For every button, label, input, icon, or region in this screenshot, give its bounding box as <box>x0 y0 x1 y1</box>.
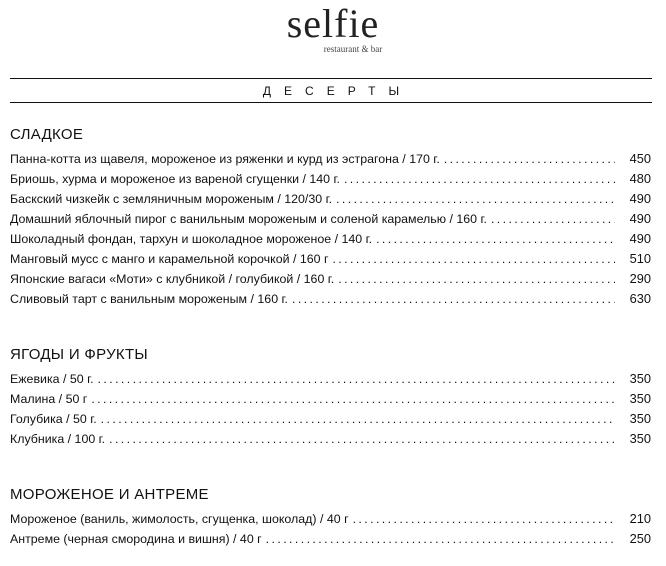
category-title: ЯГОДЫ И ФРУКТЫ <box>10 346 148 363</box>
dot-leader <box>98 369 615 389</box>
item-name: Ежевика / 50 г. <box>10 372 94 386</box>
dot-leader <box>292 289 615 309</box>
brand-tagline: restaurant & bar <box>323 44 383 54</box>
brand-logo <box>0 2 666 54</box>
item-name: Голубика / 50 г. <box>10 412 97 426</box>
dot-leader <box>266 529 615 549</box>
item-price: 630 <box>629 291 651 306</box>
menu-list <box>10 369 651 449</box>
item-price: 350 <box>629 371 651 386</box>
dot-leader <box>101 409 615 429</box>
item-name: Мороженое (ваниль, жимолость, сгущенка, шоколад) / 40 г <box>10 512 349 526</box>
section-title: ДЕСЕРТЫ <box>262 84 413 98</box>
dot-leader <box>353 509 615 529</box>
item-price: 490 <box>629 211 651 226</box>
item-name: Малина / 50 г <box>10 392 88 406</box>
menu-item <box>10 429 651 449</box>
category-title: МОРОЖЕНОЕ И АНТРЕМЕ <box>10 486 209 503</box>
item-price: 290 <box>629 271 651 286</box>
menu-item <box>10 389 651 409</box>
dot-leader <box>491 209 615 229</box>
divider-bottom <box>10 102 652 103</box>
menu-item <box>10 169 651 189</box>
category-title: СЛАДКОЕ <box>10 126 84 143</box>
dot-leader <box>444 149 615 169</box>
item-name: Бриошь, хурма и мороженое из вареной сгущенки / 140 г. <box>10 172 340 186</box>
item-price: 490 <box>629 191 651 206</box>
menu-item <box>10 229 651 249</box>
item-name: Панна-котта из щавеля, мороженое из ряженки и курд из эстрагона / 170 г. <box>10 152 440 166</box>
item-name: Манговый мусс с манго и карамельной корочкой / 160 г <box>10 252 329 266</box>
item-price: 350 <box>629 431 651 446</box>
menu-item <box>10 509 651 529</box>
brand-name: selfie <box>286 1 380 46</box>
dot-leader <box>376 229 615 249</box>
item-price: 250 <box>629 531 651 546</box>
item-price: 490 <box>629 231 651 246</box>
menu-item <box>10 189 651 209</box>
menu-list <box>10 149 651 309</box>
menu-item <box>10 269 651 289</box>
item-name: Шоколадный фондан, тархун и шоколадное мороженое / 140 г. <box>10 232 373 246</box>
item-price: 350 <box>629 391 651 406</box>
menu-item <box>10 209 651 229</box>
dot-leader <box>91 389 615 409</box>
item-name: Домашний яблочный пирог с ванильным мороженым и соленой карамелью / 160 г. <box>10 212 487 226</box>
item-name: Японские вагаси «Моти» с клубникой / голубикой / 160 г. <box>10 272 335 286</box>
menu-item <box>10 289 651 309</box>
item-price: 350 <box>629 411 651 426</box>
dot-leader <box>336 189 615 209</box>
item-name: Баскский чизкейк с земляничным мороженым / 120/30 г. <box>10 192 333 206</box>
dot-leader <box>109 429 615 449</box>
dot-leader <box>332 249 615 269</box>
dot-leader <box>344 169 615 189</box>
menu-item <box>10 529 651 549</box>
divider-top <box>10 78 652 79</box>
item-name: Сливовый тарт с ванильным мороженым / 160 г. <box>10 292 288 306</box>
dot-leader <box>338 269 615 289</box>
menu-list <box>10 509 651 549</box>
item-price: 510 <box>629 251 651 266</box>
item-price: 480 <box>629 171 651 186</box>
menu-item <box>10 369 651 389</box>
menu-item <box>10 149 651 169</box>
menu-item <box>10 249 651 269</box>
item-price: 450 <box>629 151 651 166</box>
item-name: Антреме (черная смородина и вишня) / 40 г <box>10 532 262 546</box>
menu-item <box>10 409 651 429</box>
item-name: Клубника / 100 г. <box>10 432 106 446</box>
item-price: 210 <box>629 511 651 526</box>
